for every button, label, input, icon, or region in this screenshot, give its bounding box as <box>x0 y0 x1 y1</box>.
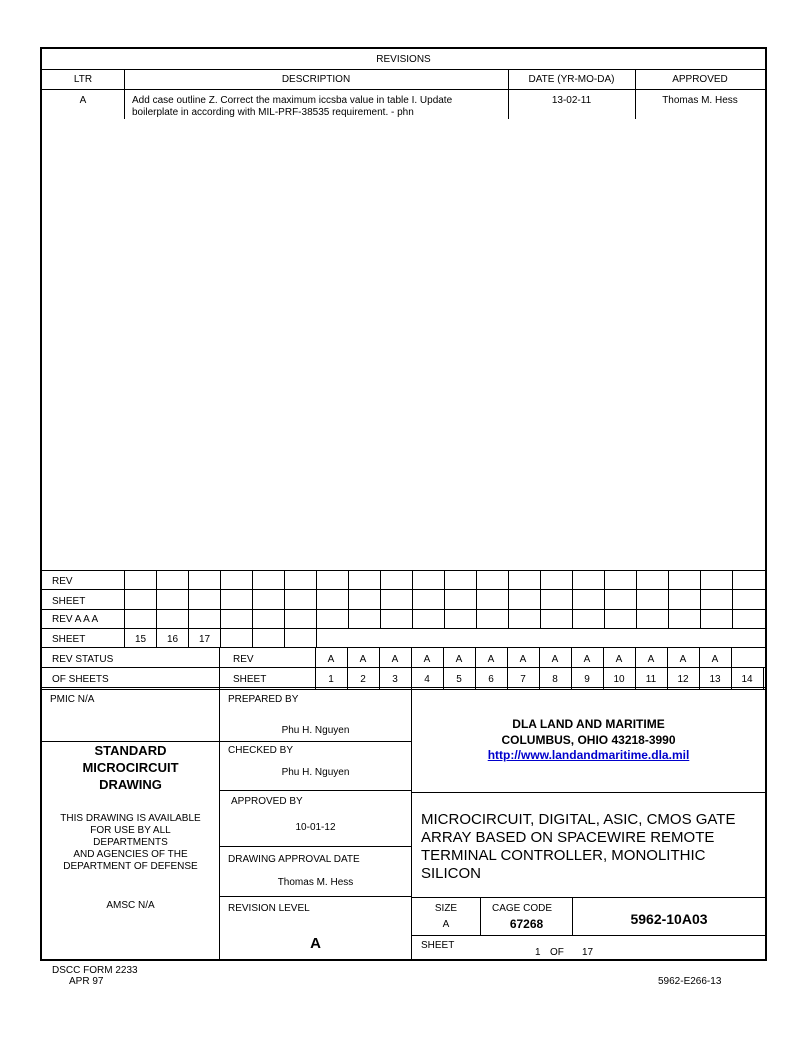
revision-approved: Thomas M. Hess <box>662 95 738 106</box>
sheet-number: 1 <box>328 674 334 685</box>
sheet-number: 6 <box>488 674 494 685</box>
revision-ltr: A <box>79 95 87 106</box>
approved-by-label: APPROVED BY <box>231 796 303 807</box>
sheet-number: 7 <box>520 674 526 685</box>
sheet-number: 4 <box>424 674 430 685</box>
grid-rev-aaa-label: REV A A A <box>52 614 99 625</box>
rev-value: A <box>359 654 367 665</box>
date-header: DATE (YR-MO-DA) <box>528 74 615 85</box>
sheet-number: 10 <box>613 674 625 685</box>
rev-value: A <box>583 654 591 665</box>
sheet-15: 15 <box>134 634 147 645</box>
org-url[interactable] <box>412 748 765 762</box>
cage-code: 67268 <box>509 917 544 931</box>
desc-line4: SILICON <box>421 865 482 882</box>
grid-rev-label: REV <box>52 576 73 587</box>
amsc: AMSC N/A <box>106 900 155 911</box>
rev-value: A <box>615 654 623 665</box>
sheet-label: SHEET <box>233 674 267 685</box>
avail-2: FOR USE BY ALL <box>90 825 171 836</box>
prepared-by: Phu H. Nguyen <box>281 725 350 736</box>
sheet-number: 12 <box>677 674 689 685</box>
avail-3: DEPARTMENTS <box>93 837 168 848</box>
checked-by: Phu H. Nguyen <box>281 767 350 778</box>
rev-value: A <box>391 654 399 665</box>
sheet-total: 17 <box>582 947 594 958</box>
grid-sheet-label: SHEET <box>52 596 86 607</box>
checked-by-label: CHECKED BY <box>228 745 294 756</box>
revision-date: 13-02-11 <box>551 95 592 106</box>
sheet-label-tb: SHEET <box>421 940 455 951</box>
rev-value: A <box>647 654 655 665</box>
org-name: DLA LAND AND MARITIME <box>512 717 665 731</box>
revision-description-line1: Add case outline Z. Correct the maximum iccsba value in table I. Update <box>132 95 453 106</box>
pmic: PMIC N/A <box>50 694 95 705</box>
rev-value: A <box>551 654 559 665</box>
size-value: A <box>442 919 450 930</box>
rev-status-label: REV STATUS <box>52 654 114 665</box>
org-address: COLUMBUS, OHIO 43218-3990 <box>501 733 676 747</box>
std-title-1: STANDARD <box>94 743 167 758</box>
sheet-current: 1 <box>535 947 541 958</box>
rev-value: A <box>423 654 431 665</box>
of-sheets-label: OF SHEETS <box>52 674 109 685</box>
org-url-link[interactable]: http://www.landandmaritime.dla.mil <box>487 748 690 762</box>
grid-sheet-label-2: SHEET <box>52 634 86 645</box>
sheet-number: 3 <box>392 674 398 685</box>
rev-label: REV <box>233 654 254 665</box>
drawing-frame <box>40 47 767 961</box>
sheet-16: 16 <box>166 634 179 645</box>
approval-date: Thomas M. Hess <box>277 877 354 888</box>
approved-header: APPROVED <box>672 74 728 85</box>
desc-line3: TERMINAL CONTROLLER, MONOLITHIC <box>421 847 706 864</box>
rev-value: A <box>487 654 495 665</box>
rev-value: A <box>679 654 687 665</box>
sheet-17: 17 <box>198 634 211 645</box>
sheet-number: 9 <box>584 674 590 685</box>
sheet-number: 5 <box>456 674 462 685</box>
drawing-number: 5962-10A03 <box>630 911 708 927</box>
sheet-number: 8 <box>552 674 558 685</box>
rev-value: A <box>711 654 719 665</box>
sheet-number: 2 <box>360 674 366 685</box>
rev-value: A <box>519 654 527 665</box>
avail-4: AND AGENCIES OF THE <box>73 849 188 860</box>
approved-by: 10-01-12 <box>295 822 336 833</box>
std-title-2: MICROCIRCUIT <box>82 760 179 775</box>
sheet-number: 13 <box>709 674 721 685</box>
ltr-header: LTR <box>73 74 93 85</box>
cage-label: CAGE CODE <box>492 903 553 914</box>
prepared-by-label: PREPARED BY <box>228 694 299 705</box>
form-date: APR 97 <box>69 976 104 987</box>
sheet-number: 11 <box>645 674 657 685</box>
sheet-number: 14 <box>741 674 753 685</box>
doc-id: 5962-E266-13 <box>658 976 722 987</box>
revision-level-label: REVISION LEVEL <box>228 903 310 914</box>
std-title-3: DRAWING <box>99 777 162 792</box>
avail-5: DEPARTMENT OF DEFENSE <box>63 861 198 872</box>
description-header: DESCRIPTION <box>281 74 351 85</box>
sheet-of: OF <box>550 947 564 958</box>
size-label: SIZE <box>434 903 458 914</box>
revisions-title: REVISIONS <box>376 54 431 65</box>
desc-line1: MICROCIRCUIT, DIGITAL, ASIC, CMOS GATE <box>421 811 736 828</box>
revision-description-line2: boilerplate in according with MIL-PRF-38535 requirement. - phn <box>132 107 414 118</box>
rev-value: A <box>455 654 463 665</box>
form-number: DSCC FORM 2233 <box>52 965 138 976</box>
revision-level: A <box>310 935 321 952</box>
rev-value: A <box>327 654 335 665</box>
desc-line2: ARRAY BASED ON SPACEWIRE REMOTE <box>421 829 715 846</box>
avail-1: THIS DRAWING IS AVAILABLE <box>60 813 201 824</box>
approval-date-label: DRAWING APPROVAL DATE <box>228 854 360 865</box>
